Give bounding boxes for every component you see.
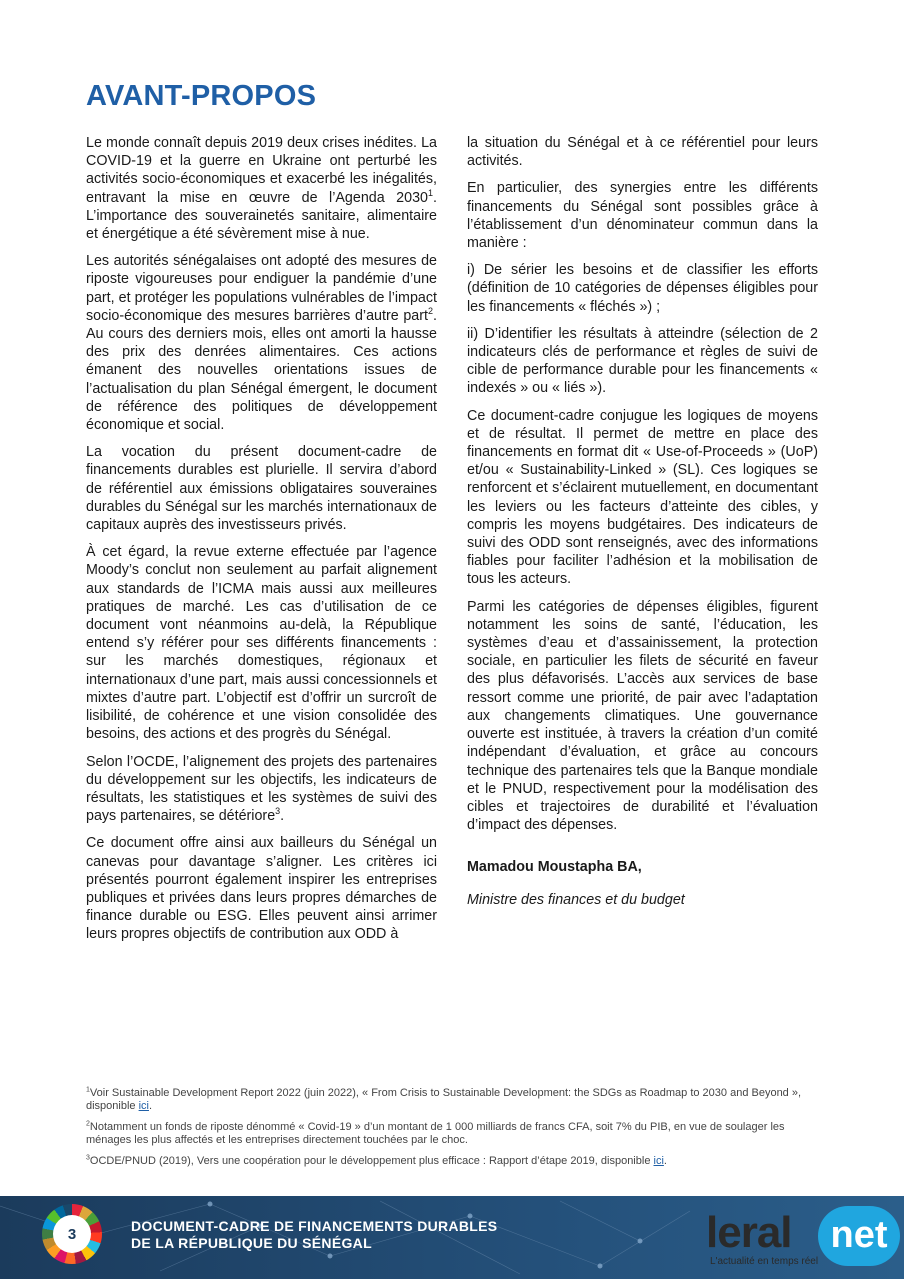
paragraph-text: . Au cours des derniers mois, elles ont amorti la hausse des prix des denrées alimentaires. Ces actions émanent des nouvelles orientations issues de l’actualisation du plan Sénégal émergent, le document de référence des politiques de développement économique et social. <box>86 307 437 434</box>
paragraph: Ce document offre ainsi aux bailleurs du Sénégal un canevas pour davantage s’aligner. Les critères ici présentés pourront également inspirer les entreprises publiques et privées dans leurs propres démarches de finance durable ou ESG. Elles peuvent ainsi arrimer leurs propres objectifs de contribution aux ODD à <box>86 835 437 943</box>
paragraph: la situation du Sénégal et à ce référentiel pour leurs activités. <box>467 135 818 170</box>
footnote-link[interactable]: ici <box>653 1155 664 1167</box>
footnote <box>86 1155 818 1168</box>
page-number: 3 <box>53 1215 91 1253</box>
footnote-end: . <box>148 1100 153 1112</box>
footnote-ref: 2 <box>428 306 434 317</box>
paragraph-text: Le monde connaît depuis 2019 deux crises inédites. La COVID-19 et la guerre en Ukraine ont perturbé les activités socio-économiques et exacerbé les inégalités, entravant la mise en œuvre de l’Agenda 2030 <box>86 135 437 206</box>
paragraph: Ce document-cadre conjugue les logiques de moyens et de résultat. Il permet de mettre en place des financements en format dit « Use-of-Proceeds » (UoP) et/ou « Sustainability-Linked » (SL). Ces logiques se renforcent et s’éclairent mutuellement, en documentant les leviers ou les facteurs d’atteinte des cibles, y compris les moyens budgétaires. Des indicateurs de suivi des ODD sont renseignés, avec des informations fiables pour faciliter l’adhésion et la mobilisation de tous les acteurs. <box>467 407 818 588</box>
logo-net-badge: net <box>818 1206 900 1266</box>
footnote-text: OCDE/PNUD (2019), Vers une coopération pour le développement plus efficace : Rapport d’étape 2019, disponible <box>89 1155 654 1167</box>
paragraph: ii) D’identifier les résultats à atteindre (sélection de 2 indicateurs clés de performance et règles de suivi de cible de performance durable pour les financements « indexés » ou « liés »). <box>467 325 818 397</box>
footnote-ref: 1 <box>428 187 434 198</box>
footer-title-line: DOCUMENT-CADRE DE FINANCEMENTS DURABLES <box>131 1218 498 1234</box>
footer-title-line: DE LA RÉPUBLIQUE DU SÉNÉGAL <box>131 1235 372 1251</box>
paragraph-text: Selon l’OCDE, l’alignement des projets des partenaires du développement sur les objectifs, les indicateurs de résultats, les statistiques et les systèmes de suivi des pays partenaires, se détériore <box>86 753 437 825</box>
footnote-ref: 3 <box>275 806 281 817</box>
signature-name: Mamadou Moustapha BA, <box>467 859 642 876</box>
left-column <box>86 134 437 953</box>
paragraph-text: . <box>280 808 285 825</box>
footnote-end: . <box>663 1155 667 1167</box>
footnotes <box>86 1087 818 1176</box>
footnote-text: Notamment un fonds de riposte dénommé « Covid-19 » d’un montant de 1 000 milliards de francs CFA, soit 7% du PIB, en vue de soulager les ménages les plus affectés et les entreprises directement touchées par le choc. <box>86 1121 785 1146</box>
paragraph-text: Les autorités sénégalaises ont adopté des mesures de riposte vigoureuses pour endiguer la pandémie d’une part, et protéger les populations vulnérables de l’impact socio-économique des mesures barrières d’autre part <box>86 253 437 324</box>
footer-title <box>131 1218 497 1252</box>
signature-role: Ministre des finances et du budget <box>467 891 685 908</box>
logo-leral-text: leral <box>706 1208 792 1257</box>
paragraph <box>86 252 437 434</box>
right-column <box>467 134 818 918</box>
paragraph <box>86 753 437 826</box>
leral-net-logo[interactable] <box>706 1206 902 1272</box>
footnote-text: Voir Sustainable Development Report 2022 (juin 2022), « From Crisis to Sustainable Development: the SDGs as Roadmap to 2030 and Beyond », disponible <box>86 1087 802 1112</box>
page-title: AVANT-PROPOS <box>86 80 317 112</box>
sdg-wheel-icon <box>42 1204 102 1264</box>
footnote-link[interactable]: ici <box>138 1100 149 1112</box>
paragraph: Parmi les catégories de dépenses éligibles, figurent notamment les soins de santé, l’éducation, les systèmes d’eau et d’assainissement, la protection sociale, en particulier les filets de sécurité en faveur des plus défavorisés. L’accès aux services de base ressort comme une priorité, de pair avec l’adaptation aux changements climatiques. Une gouvernance ouverte est instituée, à travers la création d’un comité indépendant d’évaluation, et grâce au concours technique des partenaires tels que la Banque mondiale et le PNUD, respectivement pour la modélisation des cibles et trajectoires de durabilité et l’évaluation d’impact des dépenses. <box>467 598 818 834</box>
paragraph: À cet égard, la revue externe effectuée par l’agence Moody’s conclut non seulement au parfait alignement aux standards de l’ICMA mais aussi aux meilleures pratiques de marché. Les cas d’utilisation de ce document vont néanmoins au-delà, la République entend s’y référer pour ses différents financements : sur les marchés domestiques, régionaux et internationaux d’une part, mais aussi concessionnels et mixtes d’autre part. L’objectif est d’offrir un surcroît de lisibilité, de cohérence et une vision consolidée des besoins, des actions et des progrès du Sénégal. <box>86 544 437 743</box>
paragraph: La vocation du présent document-cadre de financements durables est plurielle. Il servira d’abord de référentiel aux émissions obligataires souveraines durables du Sénégal sur les marchés internationaux de capitaux auprès des investisseurs privés. <box>86 444 437 534</box>
footnote-number: 2 <box>86 1120 90 1128</box>
paragraph: i) De sérier les besoins et de classifier les efforts (définition de 10 catégories de dépenses éligibles pour les financements « fléchés ») ; <box>467 262 818 315</box>
footnote <box>86 1087 818 1113</box>
paragraph-text: . L’importance des souverainetés sanitaire, alimentaire et énergétique a été sévèrement mise à nue. <box>86 189 437 243</box>
paragraph: En particulier, des synergies entre les différents financements du Sénégal sont possibles grâce à l’établissement d’un dénominateur commun dans la manière : <box>467 180 818 252</box>
logo-tagline: L'actualité en temps réel <box>710 1256 819 1267</box>
footnote-number: 1 <box>86 1086 90 1094</box>
paragraph <box>86 134 437 243</box>
footnote <box>86 1121 818 1147</box>
footnote-number: 3 <box>86 1154 90 1162</box>
